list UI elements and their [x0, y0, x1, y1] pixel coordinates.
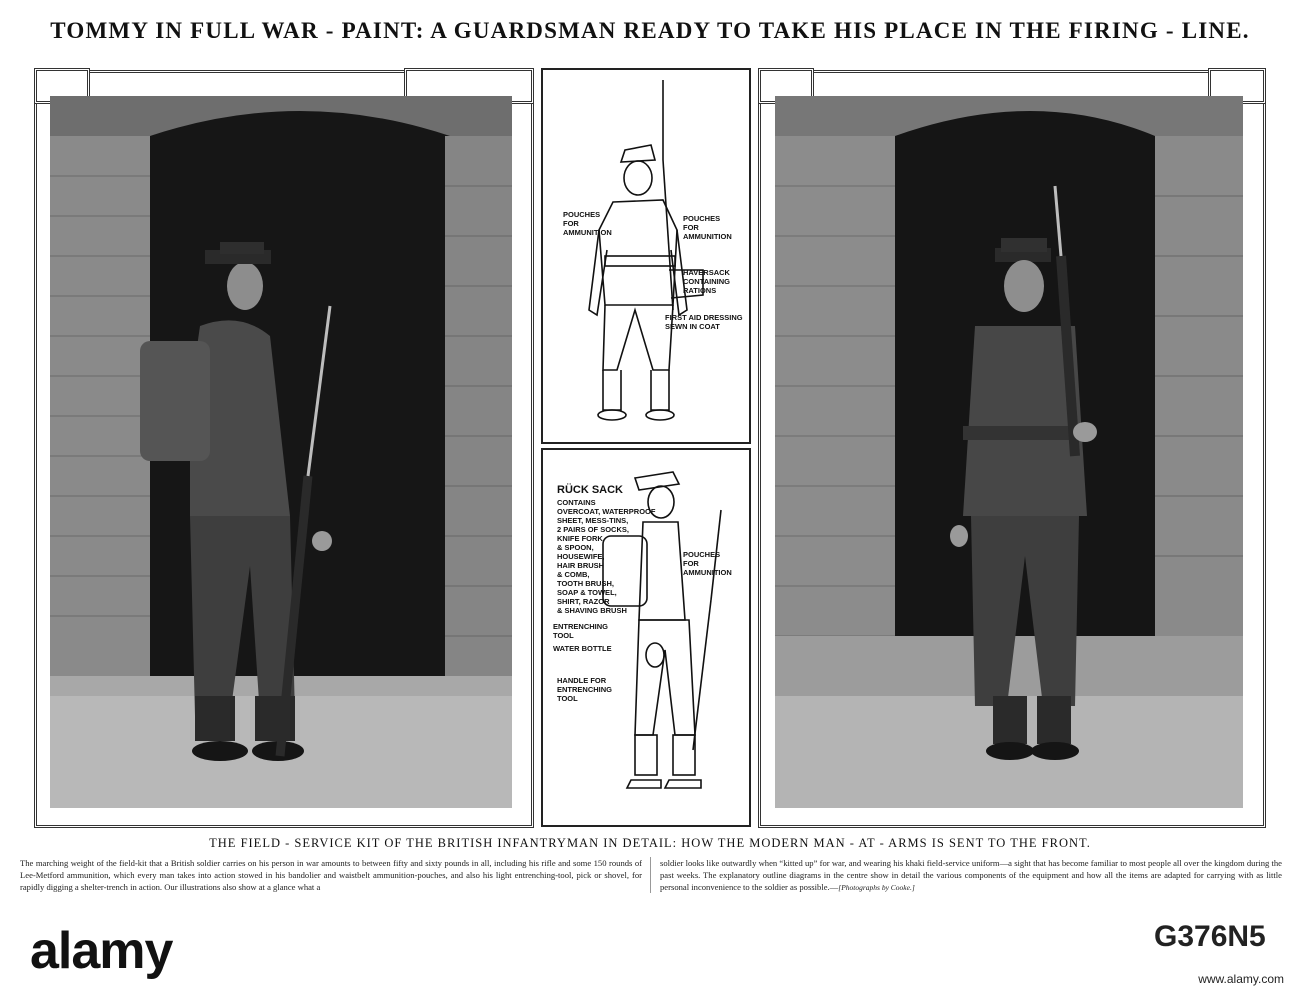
right-soldier-image [775, 96, 1243, 808]
label-haversack: HAVERSACK CONTAINING RATIONS [683, 268, 730, 295]
alamy-url: www.alamy.com [1198, 972, 1284, 986]
label-first-aid: FIRST AID DRESSING SEWN IN COAT [665, 313, 743, 331]
soldier-front-outline [543, 70, 749, 442]
label-pouches-side: POUCHES FOR AMMUNITION [683, 550, 732, 577]
watermark-strip [0, 908, 1300, 994]
diagram-front-view [541, 68, 751, 444]
caption-heading: THE FIELD - SERVICE KIT OF THE BRITISH INFANTRYMAN IN DETAIL: HOW THE MODERN MAN - AT - ARMS IS SENT TO THE FRONT. [209, 836, 1091, 850]
headline: TOMMY IN FULL WAR - PAINT: A GUARDSMAN READY TO TAKE HIS PLACE IN THE FIRING - LINE. [50, 18, 1250, 43]
column-divider [650, 857, 651, 893]
label-ruck-sack-title: RÜCK SACK [557, 484, 623, 496]
caption-column-right [660, 857, 1282, 894]
label-pouches-right: POUCHES FOR AMMUNITION [683, 214, 732, 241]
label-entrenching-tool: ENTRENCHING TOOL [553, 622, 609, 640]
caption-column-right-text: soldier looks like outwardly when “kitted up” for war, and wearing his khaki field-service uniform—a sight that has become familiar to most people all over the kingdom during the past weeks. The explanatory outline diagrams in the centre show in detail the various components of the equipment and how all the items are adapted for carrying with as little personal inconvenience to the soldier as possible.— [660, 858, 1282, 892]
label-water-bottle: WATER BOTTLE [553, 644, 612, 653]
image-id: G376N5 [1154, 920, 1266, 953]
label-entrenching-handle: HANDLE FOR ENTRENCHING TOOL [557, 676, 613, 703]
label-ruck-sack-contents: CONTAINS OVERCOAT, WATERPROOF SHEET, MESS-TINS, 2 PAIRS OF SOCKS, KNIFE FORK & SPOON, HOUSEWIFE, HAIR BRUSH & COMB, TOOTH BRUSH, SOAP & TOWEL, SHIRT, RAZOR & SHAVING BRUSH [557, 498, 656, 615]
label-pouches-left: POUCHES FOR AMMUNITION [563, 210, 612, 237]
caption-column-left: The marching weight of the field-kit that a British soldier carries on his person in war amounts to between fifty and sixty pounds in all, including his rifle and some 150 rounds of Lee-Metford ammunition, which every man takes into action stowed in his bandolier and waistbelt ammunition-pouches, and also his light entrenching-tool, pick or shovel, for rapidly digging a shelter-trench in action. Our illustrations also show at a glance what a [20, 858, 642, 892]
diagram-side-view [541, 448, 751, 827]
left-soldier-image [50, 96, 512, 808]
right-soldier-photo [775, 96, 1243, 808]
photo-credit: [Photographs by Cooke.] [838, 883, 915, 892]
left-soldier-photo [50, 96, 512, 808]
alamy-logo: alamy [30, 922, 173, 980]
